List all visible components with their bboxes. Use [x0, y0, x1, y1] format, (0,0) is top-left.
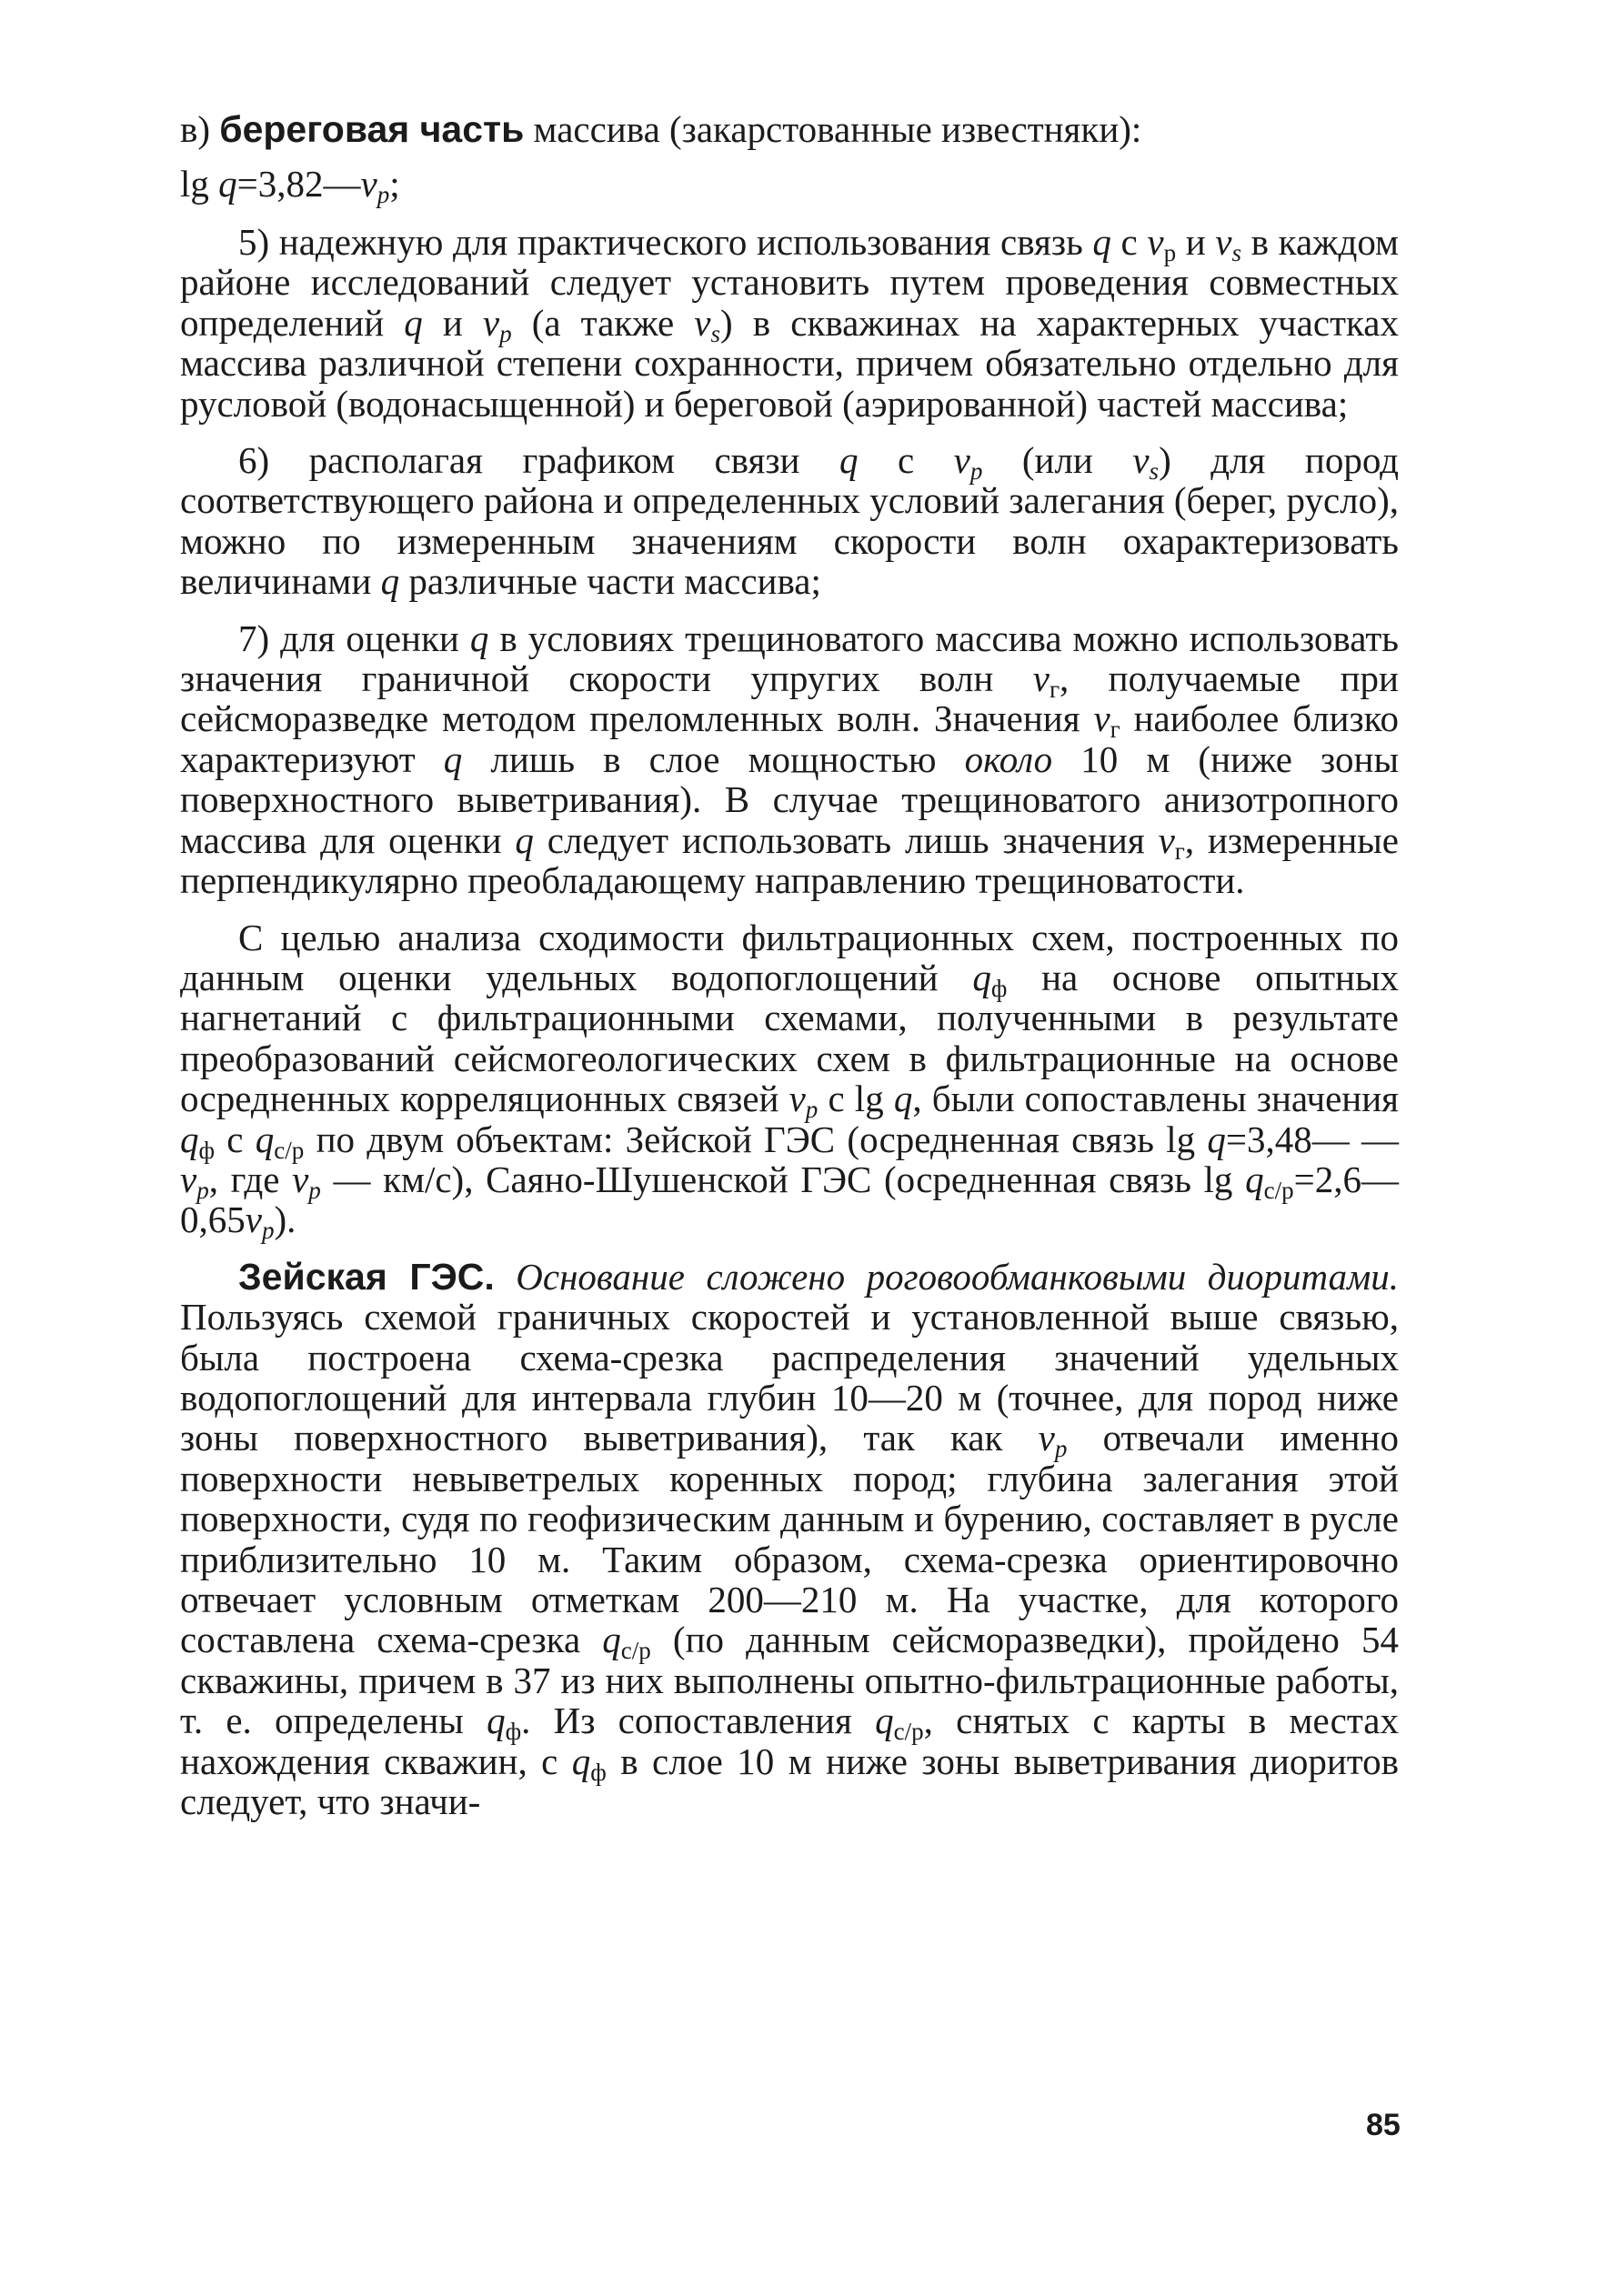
- list-item-6: 6) располагая графиком связи q с $v_p$ (или $v_s$) для пород соответствующего района и определенных условий залегания (берег, русло), можно по измеренным значениям скорости волн охарактеризовать величинами q различные части массива;: [180, 439, 1400, 603]
- list-item-5: 5) надежную для практического использования связь q с $v_р$ и $v_s$ в каждом районе исследований следует установить путем проведения совместных определений q и $v_p$ (а также $v_s$) в скважинах на характерных участках массива различной степени сохранности, причем обязательно отдельно для русловой (водонасыщенной) и береговой (аэрированной) частей массива;: [180, 221, 1399, 425]
- formula-lgq: $\lg q=3,82—v_p$;: [180, 163, 400, 208]
- paragraph-zeya: Зейская ГЭС. Основание сложено роговообманковыми диоритами. Пользуясь схемой граничных скоростей и установленной выше связью, была построена схема-срезка распределения значений удельных водопоглощений для интервала глубин 10—20 м (точнее, для пород ниже зоны поверхностного выветривания), так как $v_p$ отвечали именно поверхности невыветрелых коренных пород; глубина залегания этой поверхности, судя по геофизическим данным и бурению, составляет в русле приблизительно 10 м. Таким образом, схема-срезка ориентировочно отвечает условным отметкам 200—210 м. На участке, для которого составлена схема-срезка $q_{с/р}$ (по данным сейсморазведки), пройдено 54 скважины, причем в 37 из них выполнены опытно-фильтрационные работы, т. е. определены $q_ф$. Из сопоставления $q_{с/р}$, снятых с карты в местах нахождения скважин, с $q_ф$ в слое 10 м ниже зоны выветривания диоритов следует, что значи-: [180, 1255, 1399, 1823]
- page-number: 85: [1366, 2108, 1401, 2142]
- list-item-7: 7) для оценки q в условиях трещиноватого массива можно использовать значения граничной скорости упругих волн $v_г$, получаемые при сейсморазведке методом преломленных волн. Значения $v_г$ наиболее близко характеризуют q лишь в слое мощностью около 10 м (ниже зоны поверхностного выветривания). В случае трещиноватого анизотропного массива для оценки q следует использовать лишь значения $v_г$, измеренные перпендикулярно преобладающему направлению трещиноватости.: [180, 617, 1400, 902]
- zeya-heading: Зейская ГЭС.: [238, 1255, 495, 1298]
- paragraph-analysis: С целью анализа сходимости фильтрационных схем, построенных по данным оценки удельных водопоглощений $q_ф$ на основе опытных нагнетаний с фильтрационными схемами, полученными в результате преобразований сейсмогеологических схем в фильтрационные на основе осредненных корреляционных связей $v_p$ с lg q, были сопоставлены значения $q_ф$ с $q_{с/р}$ по двум объектам: Зейской ГЭС (осредненная связь lg q=3,48— $—v_p$, где $v_p$ — км/с), Саяно-Шушенской ГЭС (осредненная связь $\lg q_{с/р}=2,6—0,65v_p$).: [180, 916, 1400, 1245]
- page-body: [180, 109, 1399, 1821]
- item-v-heading: в) береговая часть массива (закарстованные известняки):: [180, 108, 1142, 150]
